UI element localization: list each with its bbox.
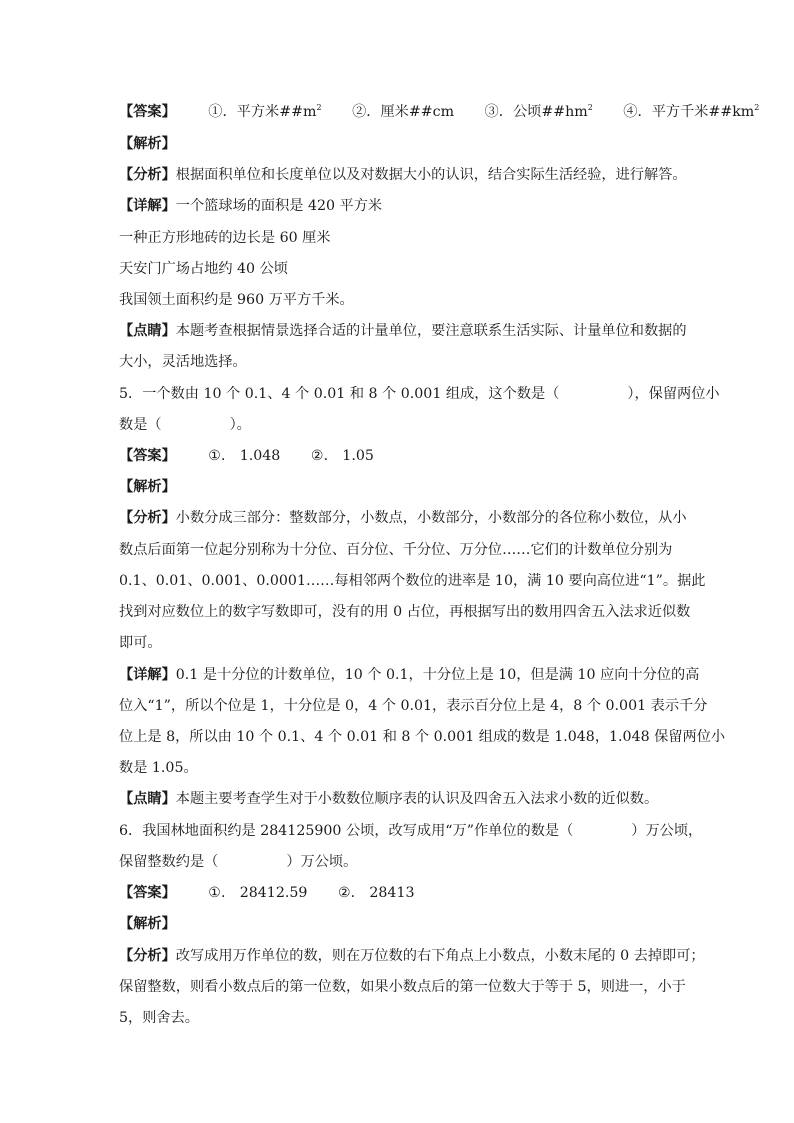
q5-fenxi-1: 【分析】小数分成三部分：整数部分，小数点，小数部分，小数部分的各位称小数位，从小 xyxy=(119,510,687,526)
q5-fenxi-5: 即可。 xyxy=(119,635,162,651)
q6-stem-1: 6．我国林地面积约是 284125900 公顷，改写成用“万”作单位的数是（ ）万公顷， xyxy=(119,823,703,839)
answer-option-2: ②． 28413 xyxy=(337,885,415,901)
q5-fenxi-3: 0.1、0.01、0.001、0.0001……每相邻两个数位的进率是 10，满 10 要向高位进“1”。据此 xyxy=(119,573,706,589)
q4-answer-line xyxy=(119,102,760,122)
q5-jiexi-heading: 【解析】 xyxy=(119,479,176,495)
q5-xiangjie-3: 位上是 8，所以由 10 个 0.1、4 个 0.01 和 8 个 0.001 组成的数是 1.048，1.048 保留两位小 xyxy=(119,729,726,745)
answer-option-1: ①．平方米$\#\#m^2$ xyxy=(208,103,322,120)
answer-option-3: ③．公顷$\#\#hm^2$ xyxy=(484,103,593,120)
answer-option-2: ②． 1.05 xyxy=(310,448,374,464)
q6-answer-line: 【答案】 ①． 28412.59 ②． 28413 xyxy=(119,885,415,901)
answer-option-2: ②．厘米##cm xyxy=(352,104,455,120)
q5-dianjing: 【点睛】本题主要考查学生对于小数数位顺序表的认识及四舍五入法求小数的近似数。 xyxy=(119,791,659,807)
q5-xiangjie-2: 位入“1”，所以个位是 1，十分位是 0，4 个 0.01，表示百分位上是 4，8 个 0.001 表示千分 xyxy=(119,698,708,714)
q6-fenxi-3: 5，则舍去。 xyxy=(119,1010,199,1026)
q4-xiangjie-3: 天安门广场占地约 40 公顷 xyxy=(119,261,288,277)
q6-jiexi-heading: 【解析】 xyxy=(119,916,176,932)
q5-stem-1: 5．一个数由 10 个 0.1、4 个 0.01 和 8 个 0.001 组成，这个数是（ ），保留两位小 xyxy=(119,386,720,402)
q4-xiangjie-2: 一种正方形地砖的边长是 60 厘米 xyxy=(119,230,331,246)
q6-stem-2: 保留整数约是（ ）万公顷。 xyxy=(119,854,358,870)
q5-stem-2: 数是（ ）。 xyxy=(119,417,251,433)
q4-dianjing-1: 【点睛】本题考查根据情景选择合适的计量单位，要注意联系生活实际、计量单位和数据的 xyxy=(119,323,687,339)
answer-option-4: ④．平方千米$\#\#km^2$ xyxy=(623,103,760,120)
q4-xiangjie-1: 【详解】一个篮球场的面积是 420 平方米 xyxy=(119,198,383,214)
answer-tag: 【答案】 xyxy=(119,104,176,120)
q5-fenxi-2: 数点后面第一位起分别称为十分位、百分位、千分位、万分位……它们的计数单位分别为 xyxy=(119,542,673,558)
answer-option-1: ①． 28412.59 xyxy=(208,885,308,901)
q6-fenxi-2: 保留整数，则看小数点后的第一位数，如果小数点后的第一位数大于等于 5，则进一，小于 xyxy=(119,979,686,995)
q5-xiangjie-1: 【详解】0.1 是十分位的计数单位，10 个 0.1，十分位上是 10，但是满 10 应向十分位的高 xyxy=(119,667,700,683)
q5-xiangjie-4: 数是 1.05。 xyxy=(119,760,198,776)
q5-answer-line: 【答案】 ①． 1.048 ②． 1.05 xyxy=(119,448,374,464)
q6-fenxi-1: 【分析】改写成用万作单位的数，则在万位数的右下角点上小数点，小数末尾的 0 去掉即可； xyxy=(119,948,705,964)
q4-fenxi: 【分析】根据面积单位和长度单位以及对数据大小的认识，结合实际生活经验，进行解答。 xyxy=(119,167,687,183)
answer-option-1: ①． 1.048 xyxy=(208,448,281,464)
q4-dianjing-2: 大小，灵活地选择。 xyxy=(119,354,247,370)
q5-fenxi-4: 找到对应数位上的数字写数即可，没有的用 0 占位，再根据写出的数用四舍五入法求近似数 xyxy=(119,604,691,620)
q4-xiangjie-4: 我国领土面积约是 960 万平方千米。 xyxy=(119,292,354,308)
q4-jiexi-heading: 【解析】 xyxy=(119,136,176,152)
